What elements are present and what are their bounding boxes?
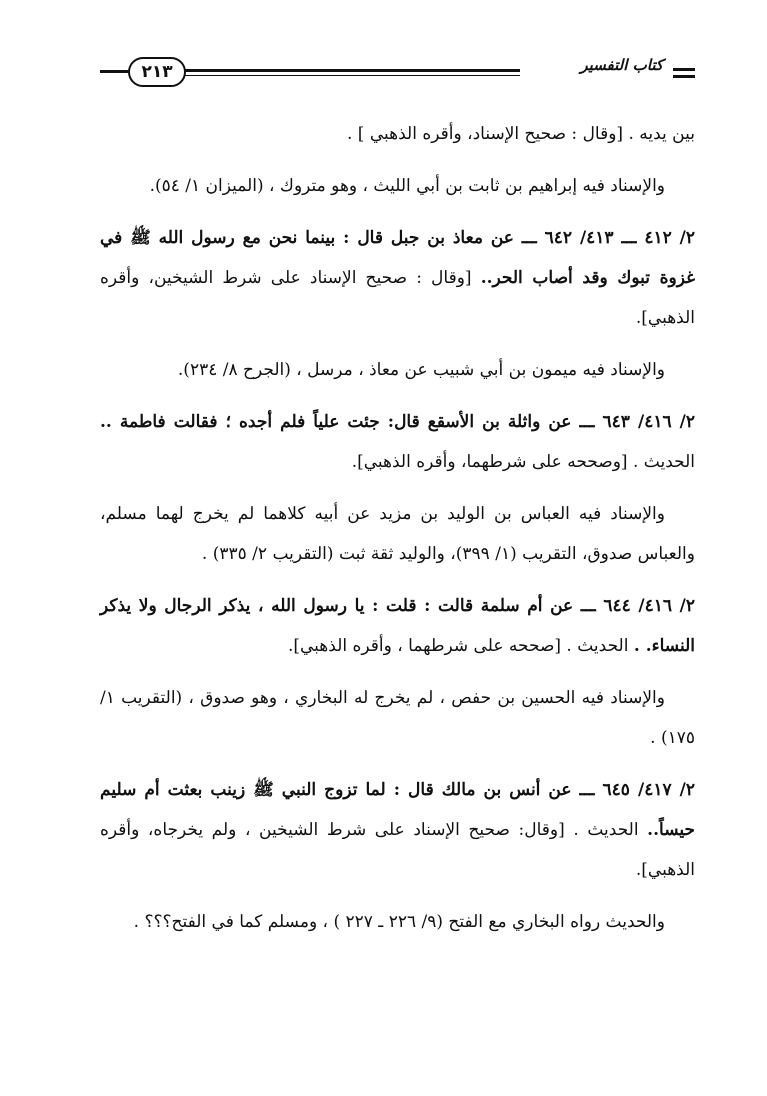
commentary-text: بين يديه . [وقال : صحيح الإسناد، وأقره الذهبي ] . — [347, 124, 695, 144]
page-body — [100, 114, 695, 954]
header-rule — [185, 75, 520, 76]
header-rule — [185, 69, 520, 72]
running-title: كتاب التفسير — [580, 56, 663, 74]
header-ornament — [673, 68, 695, 71]
hadith-text: ٢/ ٤١٢ ـــ ٤١٣/ ٦٤٢ ـــ عن معاذ بن جبل قال : بينما نحن مع رسول الله ﷺ في غزوة تبوك وقد أصاب الحر.. — [100, 228, 695, 288]
page-header — [0, 0, 767, 110]
paragraph — [100, 678, 695, 758]
paragraph — [100, 166, 695, 206]
paragraph — [100, 902, 695, 942]
page-number-badge — [128, 57, 186, 87]
commentary-text: الحديث . [صححه على شرطهما ، وأقره الذهبي]. — [287, 636, 634, 656]
paragraph — [100, 350, 695, 390]
hadith-text: ٢/ ٤١٦/ ٦٤٤ ـــ عن أم سلمة قالت : قلت : يا رسول الله ، يذكر الرجال ولا يذكر النساء. . — [100, 596, 695, 656]
commentary-text: والإسناد فيه إبراهيم بن ثابت بن أبي الليث ، وهو متروك ، (الميزان ١/ ٥٤). — [149, 176, 665, 196]
commentary-text: والإسناد فيه ميمون بن أبي شبيب عن معاذ ، مرسل ، (الجرح ٨/ ٢٣٤). — [177, 360, 665, 380]
paragraph — [100, 218, 695, 338]
paragraph — [100, 114, 695, 154]
paragraph — [100, 586, 695, 666]
commentary-text: والإسناد فيه العباس بن الوليد بن مزيد عن أبيه كلاهما لم يخرج لهما مسلم، والعباس صدوق، التقريب (١/ ٣٩٩)، والوليد ثقة ثبت (التقريب ٢/ ٣٣٥) . — [100, 504, 695, 564]
paragraph — [100, 494, 695, 574]
commentary-text: [وقال : صحيح الإسناد على شرط الشيخين، وأقره الذهبي]. — [100, 268, 695, 328]
commentary-text: والحديث رواه البخاري مع الفتح (٩/ ٢٢٦ ـ ٢٢٧ ) ، ومسلم كما في الفتح؟؟؟ . — [133, 912, 665, 932]
page-number: ٢١٣ — [141, 61, 173, 82]
commentary-text: الحديث . [وقال: صحيح الإسناد على شرط الشيخين ، ولم يخرجاه، وأقره الذهبي]. — [100, 820, 695, 880]
commentary-text: والإسناد فيه الحسين بن حفص ، لم يخرج له البخاري ، وهو صدوق ، (التقريب ١/ ١٧٥) . — [100, 688, 695, 748]
paragraph — [100, 770, 695, 890]
paragraph — [100, 402, 695, 482]
hadith-text: ٢/ ٤١٦/ ٦٤٣ ـــ عن واثلة بن الأسقع قال: جئت علياً فلم أجده ؛ فقالت فاطمة .. — [100, 412, 696, 432]
commentary-text: الحديث . [وصححه على شرطهما، وأقره الذهبي]. — [351, 452, 695, 472]
hadith-text: ٢/ ٤١٧/ ٦٤٥ ـــ عن أنس بن مالك قال : لما تزوج النبي ﷺ زينب بعثت أم سليم حيساً.. — [100, 780, 695, 840]
header-ornament — [673, 75, 695, 78]
